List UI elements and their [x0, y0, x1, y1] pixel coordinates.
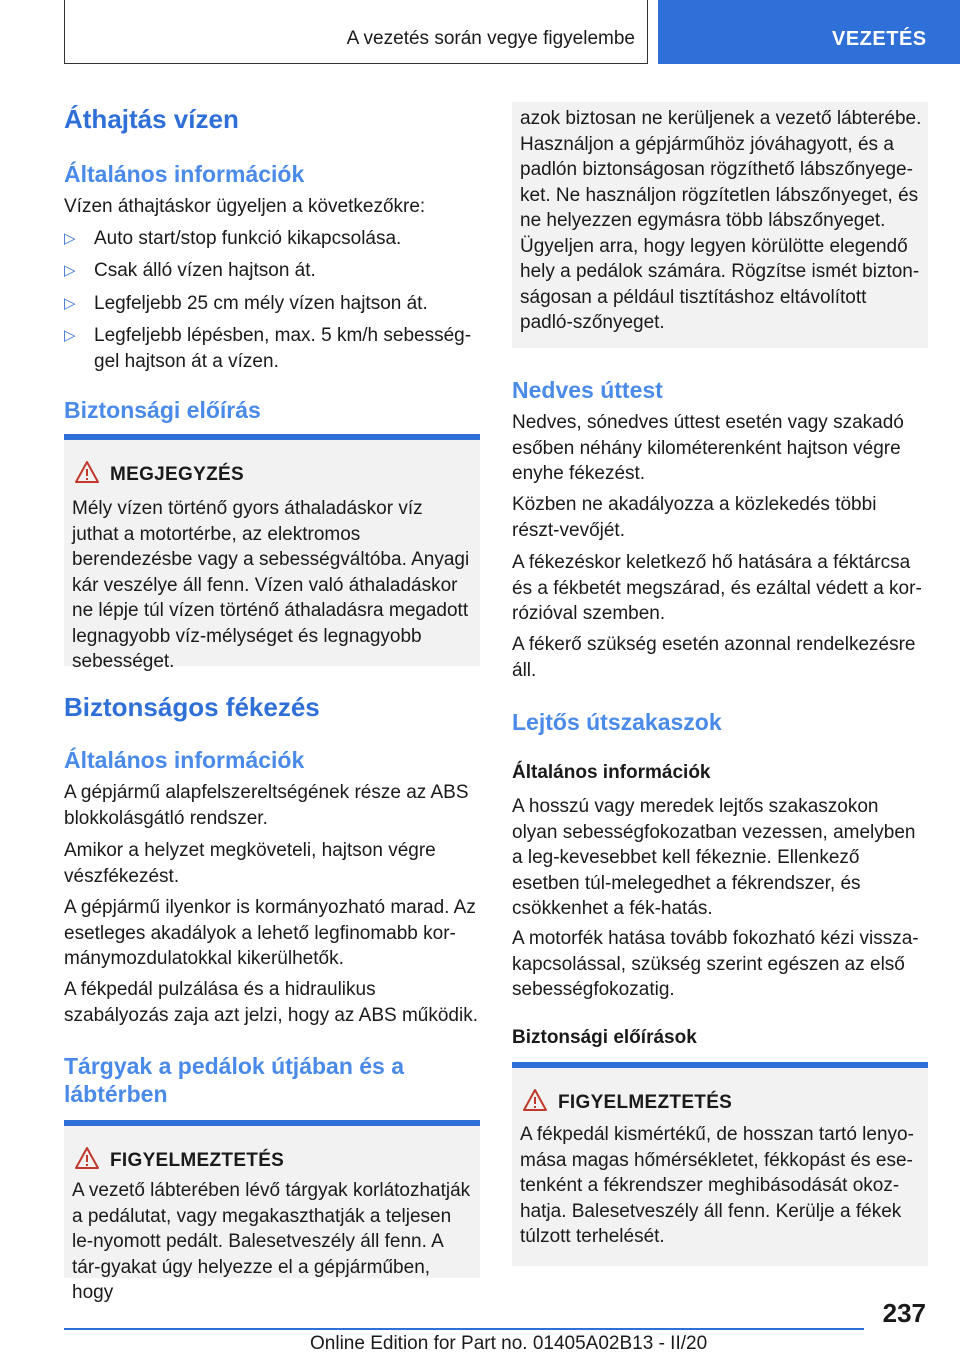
bullet-triangle-icon: ▷ — [64, 327, 76, 344]
abs-text-1: A gépjármű alapfelszereltségének része az ABS blokkolásgátló rendszer. — [64, 782, 469, 829]
list-item: ▷ Legfeljebb lépésben, max. 5 km/h sebesség- gel hajtson át a vízen. — [64, 325, 472, 372]
downhill-text-1: A hosszú vagy meredek lejtős szakaszokon olyan sebességfokozatban vezessen, amelyben a leg-kevesebbet kell fékeznie. Ellenkező esetben túl-melegedhet a fékrendszer, és csökkenhet a fék-hatás. — [512, 796, 916, 919]
warning-body: A vezető lábterében lévő tárgyak korlátozhatják a pedálutat, vagy megakaszthatják a teljesen le-nyomott pedált. Balesetveszély áll fenn. A tár-gyakat úgy helyezze el a gépjárműben, hogy — [72, 1180, 471, 1303]
downhill-text-2: A motorfék hatása tovább fokozható kézi vissza-kapcsolással, szükség szerint egészen az első sebességfokozatig. — [512, 928, 919, 1000]
abs-text-2: Amikor a helyzet megköveteli, hajtson végre vészfékezést. — [64, 840, 436, 887]
heading-downhill: Lejtős útszakaszok — [512, 709, 722, 735]
section-title: A vezetés során vegye figyelembe — [346, 28, 635, 49]
wet-text-2: Közben ne akadályozza a közlekedés többi részt-vevőjét. — [512, 494, 877, 541]
wet-text-3: A fékezéskor keletkező hő hatására a féktárcsa és a fékbetét megszárad, és ezáltal védett a kor-rózióval szemben. — [512, 552, 922, 624]
heading-safe-braking: Biztonságos fékezés — [64, 692, 320, 722]
notice-body: Mély vízen történő gyors áthaladáskor víz juthat a motortérbe, az elektromos berendezésbe vagy a sebességváltóba. Anyagi kár veszélye áll fenn. Vízen való áthaladáskor ne lépje túl vízen történő áthaladásra megadott legnagyobb víz-mélységet és legnagyobb sebességet. — [72, 498, 470, 672]
abs-text-4: A fékpedál pulzálása és a hidraulikus szabályozás zaja azt jelzi, hogy az ABS működik. — [64, 979, 478, 1026]
warning-heading: FIGYELMEZTETÉS — [110, 1150, 285, 1171]
heading-wet-road: Nedves úttest — [512, 377, 663, 403]
bullet-triangle-icon: ▷ — [64, 295, 76, 312]
warning-heading: FIGYELMEZTETÉS — [558, 1092, 733, 1113]
warning-box — [64, 1120, 480, 1303]
heading-general-info-2: Általános információk — [64, 747, 305, 773]
warning-box-continued — [512, 102, 928, 348]
warning-triangle-icon — [74, 1146, 100, 1170]
notice-heading: MEGJEGYZÉS — [110, 464, 244, 485]
wet-text-4: A fékerő szükség esetén azonnal rendelkezésre áll. — [512, 634, 916, 681]
header-box — [64, 0, 648, 64]
wet-text-1: Nedves, sónedves úttest esetén vagy szakadó esőben néhány kilométerenként hajtson végre enyhe fékezést. — [512, 412, 904, 484]
heading-general-info-1: Általános információk — [64, 161, 305, 187]
notice-box — [64, 434, 480, 672]
heading-safety-rule: Biztonsági előírás — [64, 397, 261, 423]
abs-text-3: A gépjármű ilyenkor is kormányozható marad. Az esetleges akadályok a lehető legfinomabb kor-mánymozdulatokkal kikerülhetők. — [64, 897, 476, 969]
warning-triangle-icon — [74, 460, 100, 484]
heading-water-crossing: Áthajtás vízen — [64, 104, 239, 134]
warning-box-brake — [512, 1062, 928, 1266]
warning-body: A fékpedál kismértékű, de hosszan tartó lenyo-mása magas hőmérsékletet, fékkopást és ese-tenként a fékrendszer meghibásodását okoz-hatja. Balesetveszély áll fenn. Kerülje a fékek túlzott terhelését. — [520, 1124, 914, 1247]
heading-safety-rules: Biztonsági előírások — [512, 1027, 697, 1048]
chapter-tab: VEZETÉS — [658, 0, 960, 64]
heading-objects-pedals: Tárgyak a pedálok útjában és a lábtérben — [64, 1053, 405, 1107]
heading-general-info-3: Általános információk — [512, 762, 711, 783]
bullet-triangle-icon: ▷ — [64, 230, 76, 247]
bullet-triangle-icon: ▷ — [64, 262, 76, 279]
water-intro-text: Vízen áthajtáskor ügyeljen a következőkre: — [64, 196, 426, 217]
warning-triangle-icon — [522, 1088, 548, 1112]
warning-body-continued: azok biztosan ne kerüljenek a vezető lábterébe. Használjon a gépjárműhöz jóváhagyott, és a padlón biztonságosan rögzíthető lábszőnyege-ket. Ne használjon rögzítetlen lábszőnyeget, és ne helyezzen egymásra több lábszőnyeget. Ügyeljen arra, hogy legyen körülötte elegendő hely a pedálok számára. Rögzítse ismét bizton-ságosan a például tisztításhoz eltávolított padló-szőnyeget. — [520, 108, 922, 333]
footer-edition: Online Edition for Part no. 01405A02B13 - II/20 — [310, 1333, 708, 1354]
page-number: 237 — [882, 1298, 926, 1328]
footer-divider — [64, 1328, 864, 1330]
